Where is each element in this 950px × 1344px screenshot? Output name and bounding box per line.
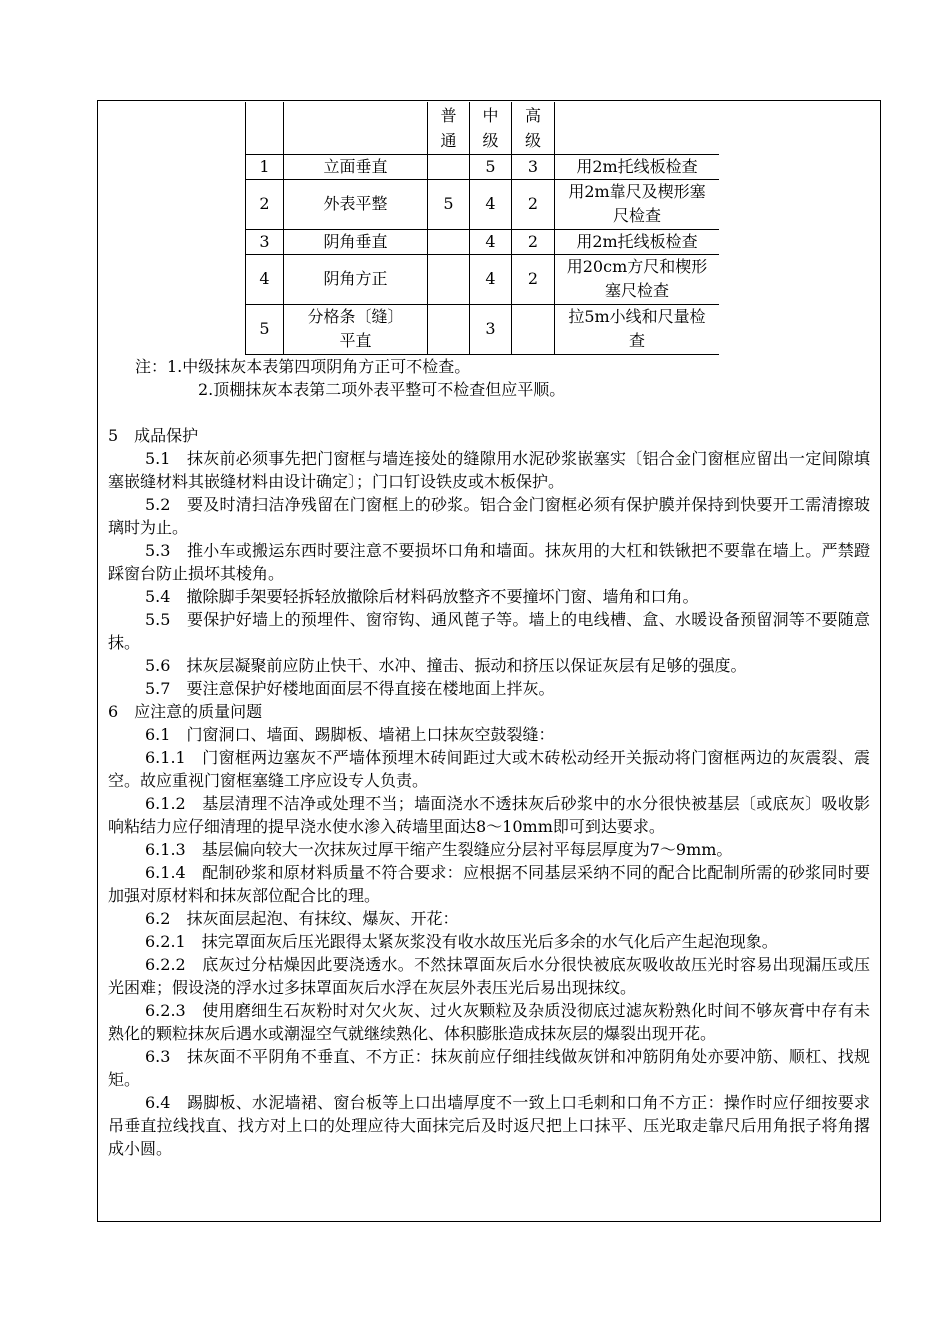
table-row [246,254,720,304]
row-high: 2 [512,254,555,304]
row-high [512,304,555,354]
paragraph: 6.1.1 门窗框两边塞灰不严墙体预埋木砖间距过大或木砖松动经开关振动将门窗框两边的灰震裂、震空。故应重视门窗框塞缝工序应设专人负责。 [108,748,870,790]
paragraph: 6.1 门窗洞口、墙面、踢脚板、墙裙上口抹灰空鼓裂缝： [145,725,555,744]
row-no: 5 [246,304,284,354]
row-mid: 4 [470,229,512,254]
row-mid: 4 [470,179,512,229]
table-row [246,179,720,229]
row-method: 用2m托线板检查 [555,229,720,254]
row-item: 外表平整 [284,179,428,229]
row-item: 阴角垂直 [284,229,428,254]
paragraph: 5.3 推小车或搬运东西时要注意不要损坏口角和墙面。抹灰用的大杠和铁锹把不要靠在墙上。严禁蹬踩窗台防止损坏其棱角。 [108,541,870,583]
table-row [246,229,720,254]
row-item: 立面垂直 [284,154,428,179]
paragraph: 6.1.4 配制砂浆和原材料质量不符合要求：应根据不同基层采纳不同的配合比配制所需的砂浆同时要加强对原材料和抹灰部位配合比的理。 [108,863,870,905]
row-method: 用2m靠尺及楔形塞尺检查 [568,182,706,225]
document-body [108,424,870,1160]
header-general: 普通 [440,105,457,150]
paragraph: 5.2 要及时清扫洁净残留在门窗框上的砂浆。铝合金门窗框必须有保护膜并保持到快要开工需清擦玻璃时为止。 [108,495,870,537]
row-mid: 3 [470,304,512,354]
paragraph: 5.4 撤除脚手架要轻拆轻放撤除后材料码放整齐不要撞坏门窗、墙角和口角。 [145,587,699,606]
row-method: 用2m托线板检查 [555,154,720,179]
table-row [246,154,720,179]
header-mid: 中级 [482,105,499,150]
row-no: 1 [246,154,284,179]
row-no: 2 [246,179,284,229]
paragraph: 6.2.1 抹完罩面灰后压光跟得太紧灰浆没有收水故压光后多余的水气化后产生起泡现象。 [145,932,778,951]
paragraph: 5.1 抹灰前必须事先把门窗框与墙连接处的缝隙用水泥砂浆嵌塞实〔铝合金门窗框应留出一定间隙填塞嵌缝材料其嵌缝材料由设计确定〕；门口钉设铁皮或木板保护。 [108,449,870,491]
paragraph: 6.2 抹灰面层起泡、有抹纹、爆灰、开花： [145,909,459,928]
row-item: 阴角方正 [284,254,428,304]
row-no: 3 [246,229,284,254]
table-row [246,304,720,354]
paragraph: 6.2.2 底灰过分枯燥因此要浇透水。不然抹罩面灰后水分很快被底灰吸收故压光时容易出现漏压或压光困难；假设浇的浮水过多抹罩面灰后水浮在灰层外表压光后易出现抹纹。 [108,955,870,997]
note-1: 注：1.中级抹灰本表第四项阴角方正可不检查。 [135,357,471,376]
header-high: 高级 [524,105,541,150]
table-notes [135,355,565,401]
row-general: 5 [428,179,470,229]
paragraph: 6.2.3 使用磨细生石灰粉时对欠火灰、过火灰颗粒及杂质没彻底过滤灰粉熟化时间不够灰膏中存有未熟化的颗粒抹灰后遇水或潮湿空气就继续熟化、体积膨胀造成抹灰层的爆裂出现开花。 [108,1001,870,1043]
row-item: 分格条〔缝〕平直 [307,307,404,350]
header-method [555,102,720,154]
row-method: 用20cm方尺和楔形塞尺检查 [566,257,708,300]
row-general [428,154,470,179]
header-item [284,102,428,154]
row-method: 拉5m小线和尺量检查 [568,307,706,350]
paragraph: 6.1.3 基层偏向较大一次抹灰过厚干缩产生裂缝应分层衬平每层厚度为7～9mm。 [145,840,733,859]
paragraph: 5.6 抹灰层凝聚前应防止快干、水冲、撞击、振动和挤压以保证灰层有足够的强度。 [145,656,747,675]
row-high: 2 [512,179,555,229]
row-general [428,254,470,304]
paragraph: 5.7 要注意保护好楼地面面层不得直接在楼地面上拌灰。 [145,679,555,698]
paragraph: 6.4 踢脚板、水泥墙裙、窗台板等上口出墙厚度不一致上口毛刺和口角不方正：操作时应仔细按要求吊垂直拉线找直、找方对上口的处理应待大面抹完后及时返尺把上口抹平、压光取走靠尺后用角抿子将角撂成小圆。 [108,1093,870,1158]
paragraph: 6.1.2 基层清理不洁净或处理不当；墙面浇水不透抹灰后砂浆中的水分很快被基层〔或底灰〕吸收影响粘结力应仔细清理的提早浇水使水渗入砖墙里面达8～10mm即可到达要求。 [108,794,870,836]
row-high: 2 [512,229,555,254]
document-frame [97,100,881,1222]
table-header-row [246,102,720,154]
section-heading: 6 应注意的质量问题 [108,702,263,721]
section-heading: 5 成品保护 [108,426,199,445]
header-no [246,102,284,154]
row-high: 3 [512,154,555,179]
paragraph: 6.3 抹灰面不平阴角不垂直、不方正：抹灰前应仔细挂线做灰饼和冲筋阴角处亦要冲筋、顺杠、找规矩。 [108,1047,870,1089]
tolerance-table [245,102,719,355]
row-general [428,229,470,254]
note-2: 2.顶棚抹灰本表第二项外表平整可不检查但应平顺。 [198,380,566,399]
paragraph: 5.5 要保护好墙上的预埋件、窗帘钩、通风蓖子等。墙上的电线槽、盒、水暖设备预留洞等不要随意抹。 [108,610,870,652]
row-no: 4 [246,254,284,304]
row-mid: 4 [470,254,512,304]
row-mid: 5 [470,154,512,179]
row-general [428,304,470,354]
